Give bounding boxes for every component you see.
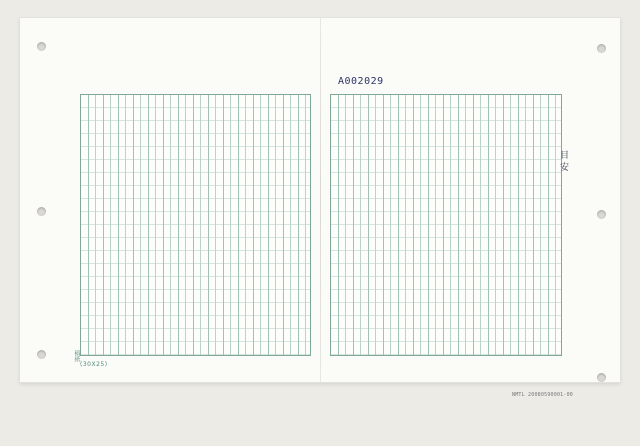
center-fold bbox=[320, 18, 321, 382]
punch-hole bbox=[37, 207, 46, 216]
punch-hole bbox=[597, 210, 606, 219]
paper-code: (30X25) bbox=[80, 361, 108, 368]
left-manuscript-grid bbox=[80, 94, 311, 356]
paper-label: 稿紙 bbox=[73, 350, 80, 362]
punch-hole bbox=[597, 44, 606, 53]
serial-number: A002029 bbox=[338, 76, 384, 87]
punch-hole bbox=[37, 350, 46, 359]
archive-reference: NMTL 20080590001-00 bbox=[512, 392, 573, 398]
right-manuscript-grid bbox=[330, 94, 562, 356]
punch-hole bbox=[37, 42, 46, 51]
margin-note: 目 安 bbox=[558, 150, 568, 171]
punch-hole bbox=[597, 373, 606, 382]
